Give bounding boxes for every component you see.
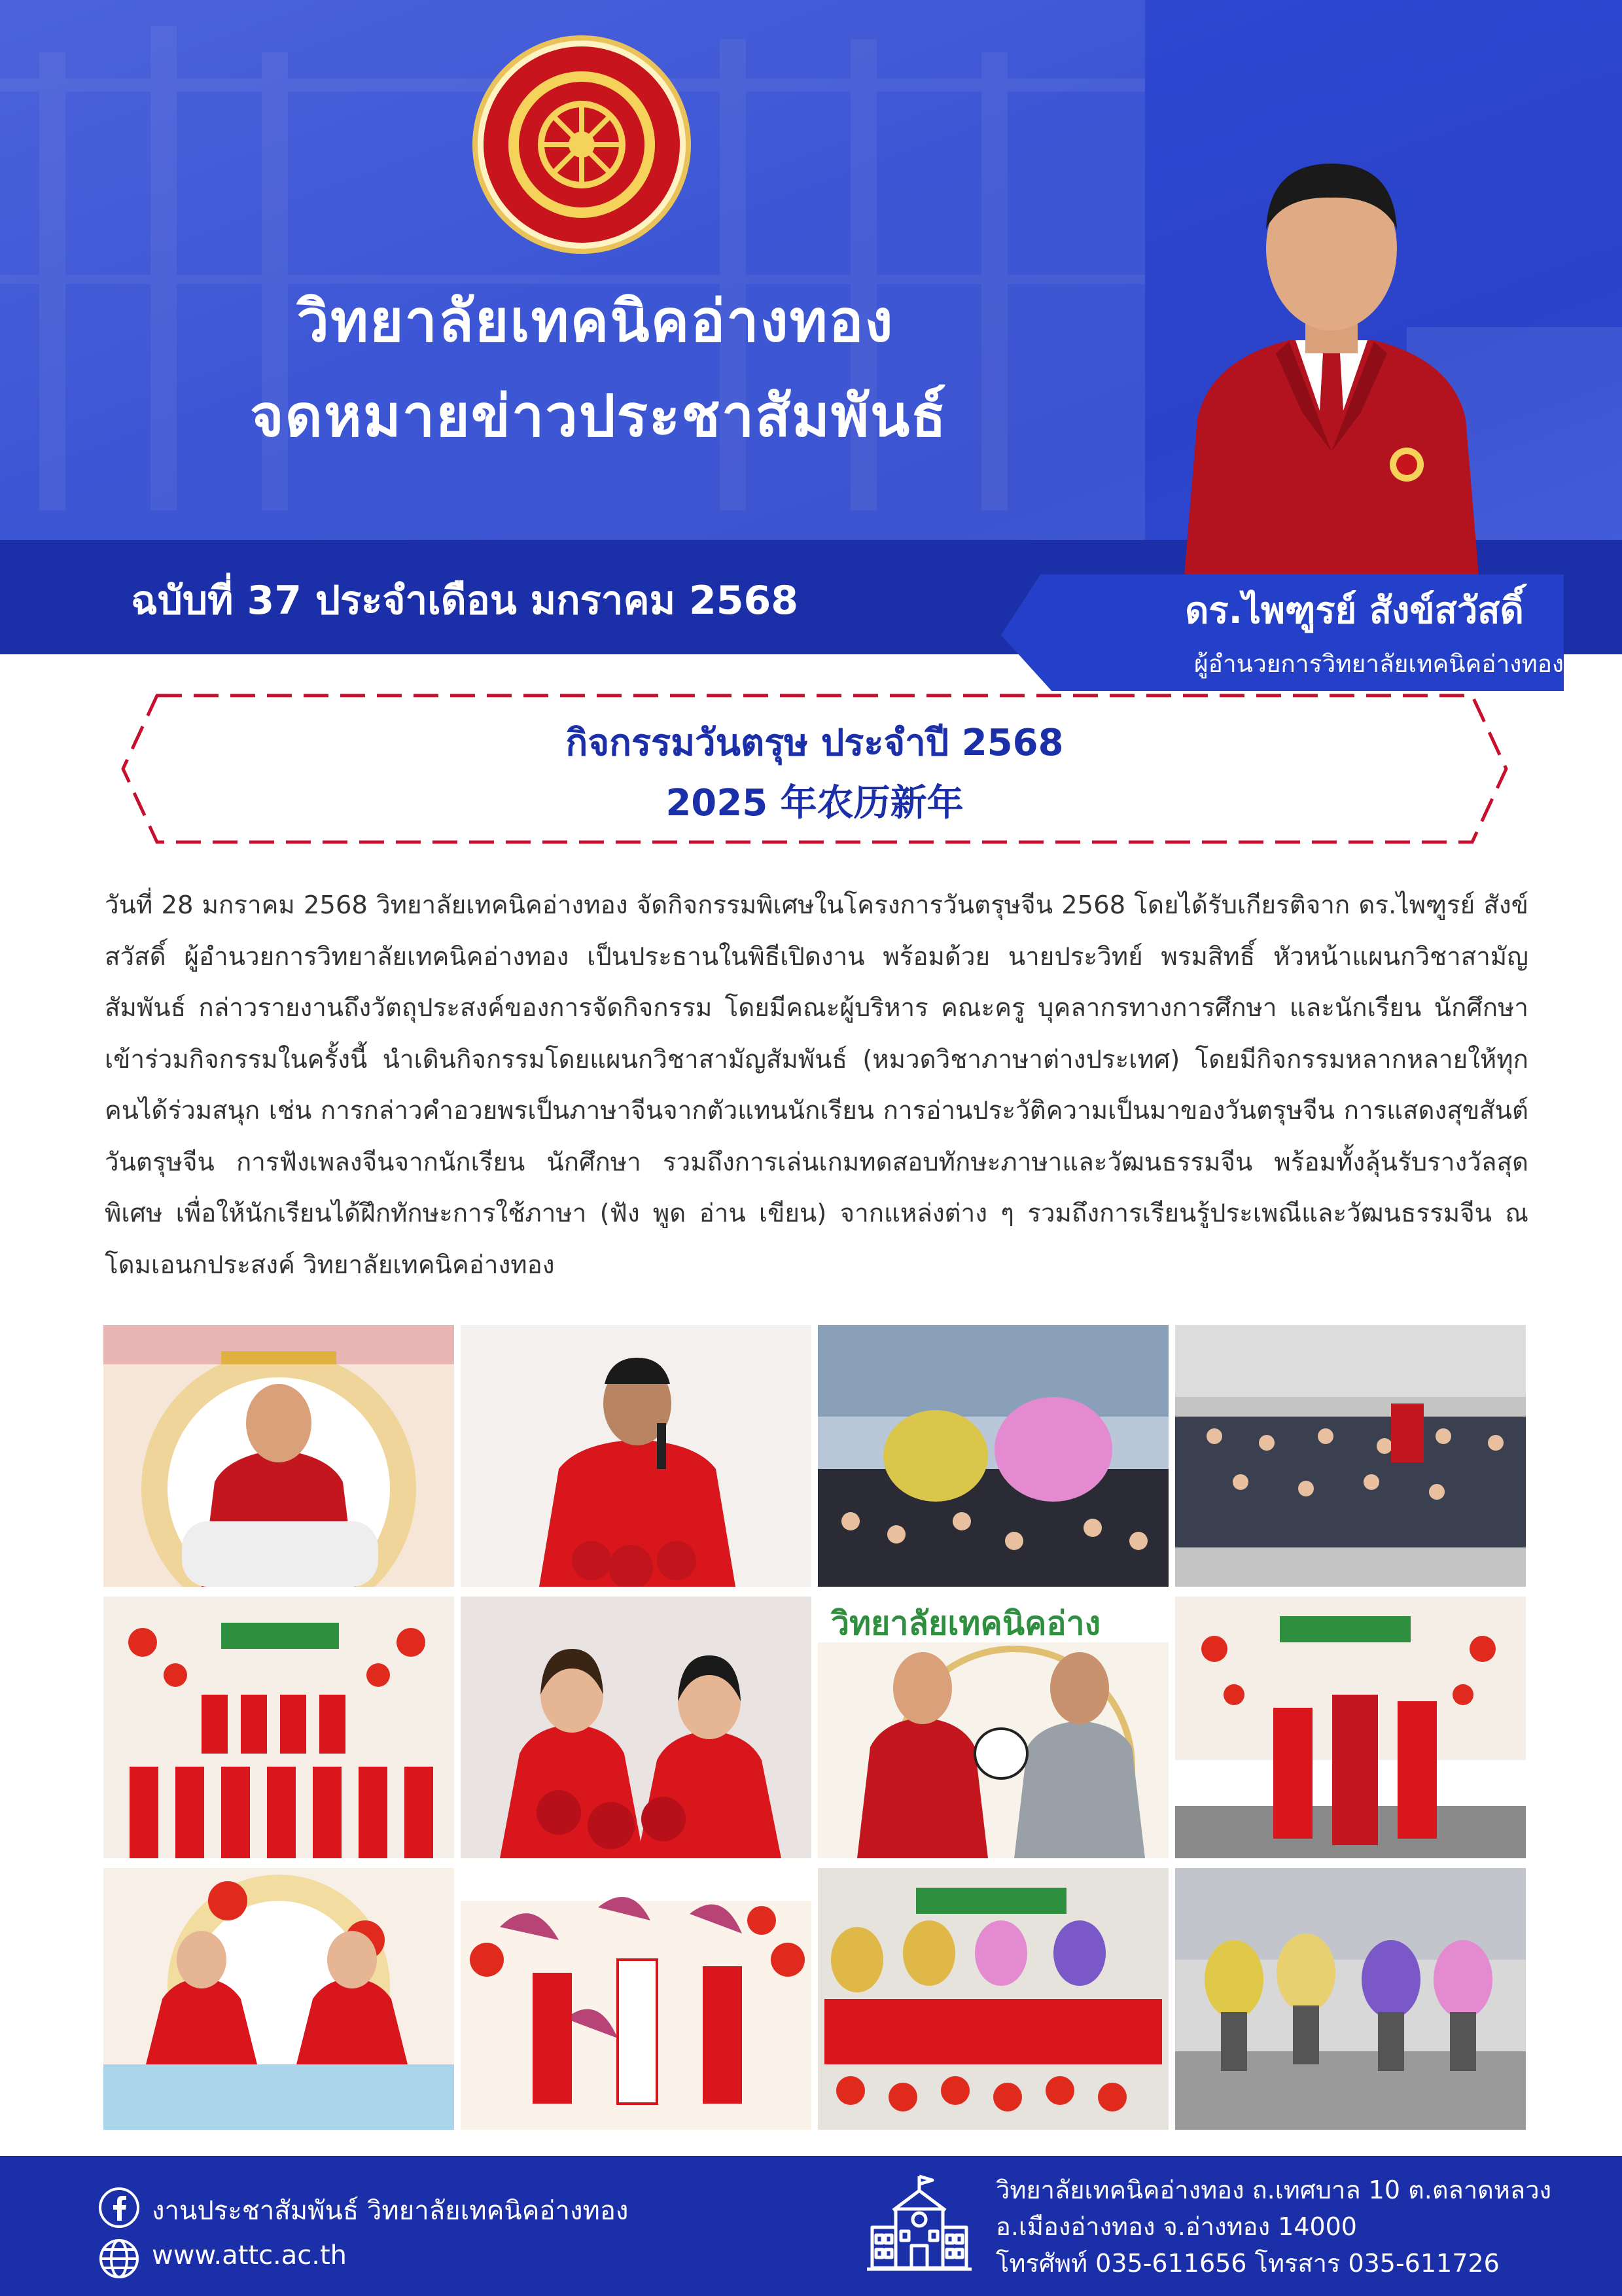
photo-director-speech [103,1325,454,1587]
activity-subtitle: 2025 年农历新年 [665,782,964,824]
facebook-icon[interactable] [98,2187,140,2229]
globe-icon[interactable] [98,2238,140,2280]
issue-label: ฉบับที่ 37 ประจำเดือน มกราคม 2568 [131,578,799,624]
photo-audience [1175,1325,1526,1587]
facebook-page-link[interactable]: งานประชาสัมพันธ์ วิทยาลัยเทคนิคอ่างทอง [152,2196,629,2226]
address-line-2: อ.เมืองอ่างทอง จ.อ่างทอง 14000 [996,2212,1357,2241]
photo-fan-dance [461,1868,811,2130]
director-position: ผู้อำนวยการวิทยาลัยเทคนิคอ่างทอง [1193,650,1564,678]
article-body: วันที่ 28 มกราคม 2568 วิทยาลัยเทคนิคอ่างทอง จัดกิจกรรมพิเศษในโครงการวันตรุษจีน 2568 โดยได้รับเกียรติจาก ดร.ไพฑูรย์ สังข์สวัสดิ์ ผู้อำนวยการวิทยาลัยเทคนิคอ่างทอง เป็นประธานในพิธีเปิดงาน พร้อมด้วย นายประวิทย์ พรมสิทธิ์ หัวหน้าแผนกวิชาสามัญสัมพันธ์ กล่าวรายงานถึงวัตถุประสงค์ของการจัดกิจกรรม โดยมีคณะผู้บริหาร คณะครู บุคลากรทางการศึกษา และนักเรียน นักศึกษา เข้าร่วมกิจกรรมในครั้งนี้ นำเดินกิจกรรมโดยแผนกวิชาสามัญสัมพันธ์ (หมวดวิชาภาษาต่างประเทศ) โดยมีกิจกรรมหลากหลายให้ทุกคนได้ร่วมสนุก เช่น การกล่าวคำอวยพรเป็นภาษาจีนจากตัวแทนนักเรียน การอ่านประวัติความเป็นมาของวันตรุษจีน การแสดงสุขสันต์วันตรุษจีน การฟังเพลงจีนจากนักเรียน นักศึกษา รวมถึงการเล่นเกมทดสอบทักษะภาษาและวัฒนธรรมจีน พร้อมทั้งลุ้นรับรางวัลสุดพิเศษ เพื่อให้นักเรียนได้ฝึกทักษะการใช้ภาษา (ฟัง พูด อ่าน เขียน) จากแหล่งต่าง ๆ รวมถึงการเรียนรู้ประเพณีและวัฒนธรรมจีน ณ โดมเอนกประสงค์ วิทยาลัยเทคนิคอ่างทอง [105,891,1528,1280]
college-seal-icon [478,41,686,249]
newsletter-title: จดหมายข่าวประชาสัมพันธ์ [250,382,947,450]
photo-lion-dance-crowd [818,1325,1169,1587]
address-line-1: วิทยาลัยเทคนิคอ่างทอง ถ.เทศบาล 10 ต.ตลาดหลวง [996,2176,1552,2204]
photo-award-handover [818,1597,1169,1858]
website-link[interactable]: www.attc.ac.th [152,2240,347,2270]
photo-gallery [103,1325,1527,2130]
photo-banner-text: วิทยาลัยเทคนิคอ่าง [831,1604,1101,1642]
school-building-icon [867,2171,972,2276]
photo-lion-parade [1175,1868,1526,2130]
photo-group-lions [818,1868,1169,2130]
director-name: ดร.ไพฑูรย์ สังข์สวัสดิ์ [1185,590,1524,632]
photo-student-mc [461,1325,811,1587]
college-seal-logo [478,41,686,249]
photo-girls-mc [461,1597,811,1858]
activity-title: กิจกรรมวันตรุษ ประจำปี 2568 [565,722,1064,764]
photo-group-stage [103,1597,454,1858]
address-line-3: โทรศัพท์ 035-611656 โทรสาร 035-611726 [996,2249,1500,2278]
director-portrait [1171,137,1492,576]
college-name-title: วิทยาลัยเทคนิคอ่างทอง [296,287,894,355]
photo-costume-performers [1175,1597,1526,1858]
photo-calligraphy [103,1868,454,2130]
